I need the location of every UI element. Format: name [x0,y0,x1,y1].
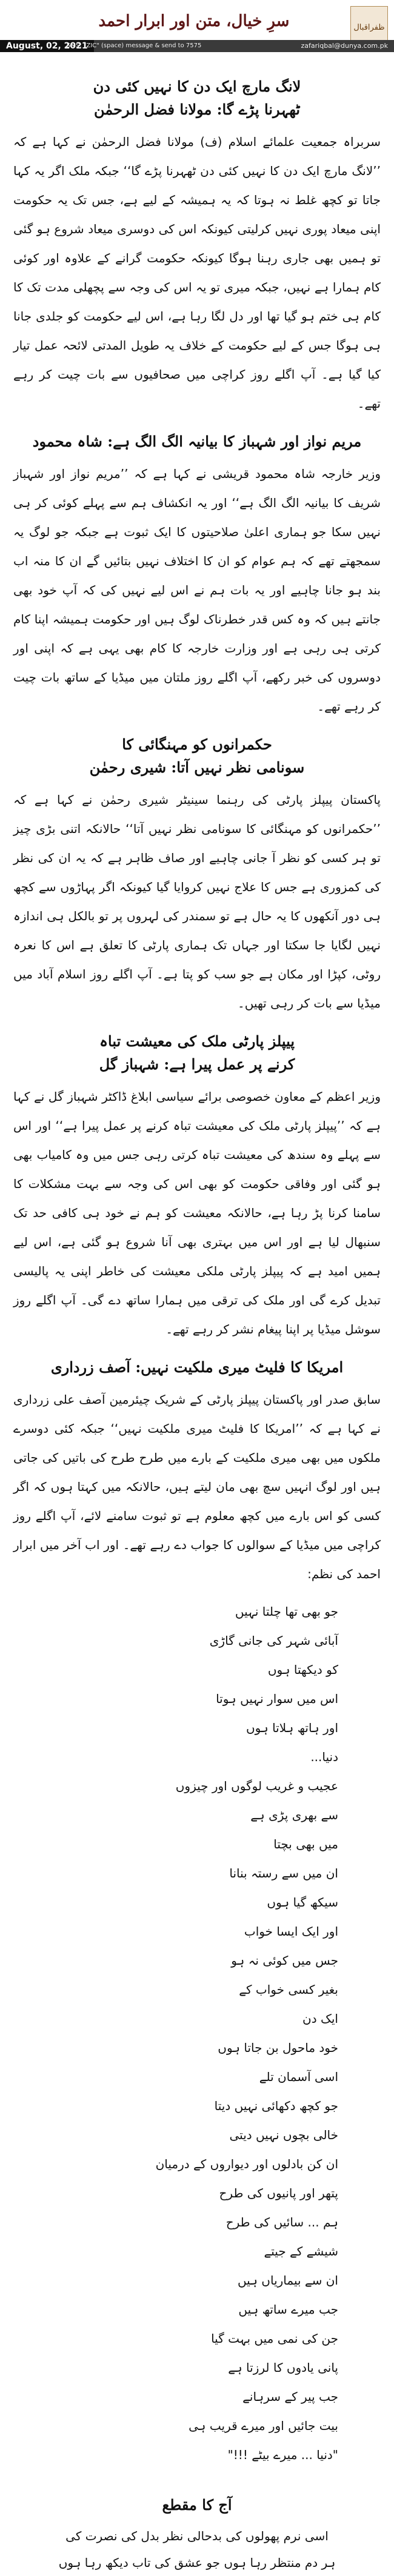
poem-line: "دنیا ... میرے بیٹے !!!" [227,2448,338,2462]
poem-line: بغیر کسی خواب کے [239,1982,338,1997]
section3-heading-line1: حکمرانوں کو مہنگائی کا [122,735,272,753]
closing-line: اسی نرم پھولوں کی بدحالی نظر بدل کی نصرت کی [65,2529,329,2543]
poem-line: دنیا... [310,1750,338,1764]
section1-paragraph: سربراہ جمعیت علمائے اسلام (ف) مولانا فضل الرحمٰن نے کہا ہے کہ ’’لانگ مارچ ایک دن کا نہیں کئی دن ٹھہرنا پڑے گا‘‘ جبکہ ملک اگر یہ کہا جاتا تو کچھ غلط نہ ہوتا کہ یہ ہمیشہ کے لیے ہے، جس تک یہ حکومت اپنی میعاد پوری نہیں کرلیتی کیونکہ اس کی دوسری میعاد شروع ہو گئی تو ہمیں بھی جاری رہنا ہوگا کیونکہ حکومت گرانے کے علاوہ اور کوئی کام ہمارا ہے نہیں، جبکہ میری تو یہ اس کی وجہ سے پچھلی مدت تک کا کام ہی ختم ہو گیا تھا اور دل لگا رہا ہے، اس لیے حکومت کو جلدی جانا ہی ہوگا جس کے لیے حکومت کے خلاف یہ طویل المدتی لائحہ عمل تیار کیا گیا ہے۔ آپ اگلے روز کراچی میں صحافیوں سے بات چیت کر رہے تھے۔ [13,134,381,411]
poem-line: شیشے کے جیتے [264,2244,338,2259]
publish-date: August, 02, 2021 [0,40,94,52]
dateline-bar [0,40,394,52]
poem-line: کو دیکھتا ہوں [267,1662,338,1677]
masthead [0,0,394,58]
section5-heading [13,1356,381,1379]
column-title: سرِ خیال، متن اور ابرار احمد [98,12,290,30]
logo-text: ظفراقبال [353,22,385,32]
section4-paragraph: وزیر اعظم کے معاون خصوصی برائے سیاسی ابلاغ ڈاکٹر شہباز گل نے کہا ہے کہ ’’پیپلز پارٹی ملک کی معیشت تباہ کرنے پر عمل پیرا ہے‘‘ اور اس سے پہلے وہ سندھ کی معیشت تباہ کرتی رہی جس میں وہ کامیاب بھی ہو گئی اور وفاقی حکومت کو بھی اس کی وجہ سے بہت مشکلات کا سامنا کرنا پڑ رہا ہے، حالانکہ معیشت کو ہم نے خود ہی کافی حد تک سنبھال لیا ہے اور اس میں بہتری بھی آنا شروع ہو گئی ہے، اس لیے ہمیں امید ہے کہ پیپلز پارٹی ملکی معیشت کی خاطر اپنی یہ پالیسی تبدیل کرے گی اور ملک کی ترقی میں ہمارا ساتھ دے گی۔ آپ اگلے روز سوشل میڈیا پر اپنا پیغام نشر کر رہے تھے۔ [13,1089,381,1336]
section3-paragraph: پاکستان پیپلز پارٹی کی رہنما سینیٹر شیری رحمٰن نے کہا ہے کہ ’’حکمرانوں کو مہنگائی کا سونامی نظر نہیں آتا‘‘ حالانکہ اتنی بڑی چیز تو ہر کسی کو نظر آ جانی چاہیے اور صاف ظاہر ہے کہ یہ ان کی نظر کی کمزوری ہے جس کا علاج نہیں کروایا گیا کیونکہ اگر پہاڑوں سے کچھ ہی دور آنکھوں کا یہ حال ہے تو سمندر کی لہروں پر تو بالکل ہی اندازہ نہیں لگایا جا سکتا اور جہاں تک ہماری پارٹی کا تعلق ہے اس کا نعرہ روٹی، کپڑا اور مکان ہے جو سب کو پتا ہے۔ آپ اگلے روز اسلام آباد میں میڈیا سے بات کر رہی تھیں۔ [13,792,381,1011]
section1-heading [13,75,381,121]
poem-line: میں بھی بچتا [273,1837,338,1851]
section2-paragraph: وزیر خارجہ شاہ محمود قریشی نے کہا ہے کہ ’’مریم نواز اور شہباز شریف کا بیانیہ الگ الگ ہے‘‘ اور یہ انکشاف ہم سے پہلے کوئی کر ہی نہیں سکا جو ہماری اعلیٰ صلاحیتوں کا ایک ثبوت ہے جبکہ جو لوگ یہ سمجھتے تھے کہ ہم عوام کو ان کا اختلاف نہیں بتائیں گے ان کا منہ اب بند ہو جانا چاہیے اور یہ بات ہم نے اس لیے نہیں کی کہ آپ خود بھی جانتے ہیں کہ وہ کس قدر خطرناک لوگ ہیں اور حکومت ہمیشہ اپنا کام کرتی ہی رہی ہے اور وزارت خارجہ کا کام بھی یہی ہے کہ اپنی اور دوسروں کی خبر رکھے، آپ اگلے روز ملتان میں میڈیا کے ساتھ بات چیت کر رہے تھے۔ [13,466,381,714]
poem-line: آبائی شہر کی جانی گاڑی [209,1633,338,1648]
poem-line: ان میں سے رستہ بنانا [229,1866,338,1881]
poem-line: جن کی نمی میں بہت گیا [211,2331,338,2346]
section4-heading [13,1030,381,1076]
poem-line: ہم ... سائیں کی طرح [225,2215,338,2229]
poem-line: سیکھ گیا ہوں [267,1895,338,1910]
poem-line: اور ہاتھ ہلاتا ہوں [245,1721,338,1735]
poem-line: اس میں سوار نہیں ہوتا [216,1691,338,1706]
poem [13,1597,381,2469]
poem-line: جو کچھ دکھائی نہیں دیتا [214,2099,338,2113]
article-body [13,63,381,2576]
section5-paragraph: سابق صدر اور پاکستان پیپلز پارٹی کے شریک چیئرمین آصف علی زرداری نے کہا ہے کہ ’’امریکا کا فلیٹ میری ملکیت نہیں‘‘ جبکہ کئی دوسرے ملکوں میں بھی میری ملکیت کے بارے میں طرح طرح کی باتیں کی جاتی ہیں اور لوگ انہیں سچ بھی مان لیتے ہیں، حالانکہ میں کہتا ہوں کہ اگر کسی کو اس بارے میں کچھ معلوم ہے تو ثبوت سامنے لائے، آپ اگلے روز کراچی میں میڈیا کے سوالوں کا جواب دے رہے تھے۔ اور اب آخر میں ابرار احمد کی نظم: [13,1392,381,1581]
poem-line: جو بھی تھا چلتا نہیں [235,1604,338,1619]
poem-line: بیت جائیں اور میرے قریب ہی [189,2418,338,2433]
poem-line: جب میرے ساتھ ہیں [238,2302,338,2317]
poem-line: جس میں کوئی نہ ہو [231,1953,338,1968]
section4-heading-line2: کرنے پر عمل پیرا ہے: شہباز گل [99,1055,295,1073]
poem-line: ان سے بیماریاں ہیں [237,2273,338,2288]
section3-heading [13,733,381,779]
section1-heading-line2: ٹھہرنا پڑے گا: مولانا فضل الرحمٰن [94,101,300,118]
section3-heading-line2: سونامی نظر نہیں آتا: شیری رحمٰن [89,759,305,776]
poem-line: پتھر اور پانیوں کی طرح [219,2186,338,2200]
poem-line: اسی آسمان تلے [259,2070,338,2084]
poem-line: ان کن بادلوں اور دیواروں کے درمیان [155,2157,338,2171]
section5-heading-line1: امریکا کا فلیٹ میری ملکیت نہیں: آصف زرداری [50,1358,344,1376]
author-email[interactable]: zafariqbal@dunya.com.pk [301,42,388,50]
poem-line: ایک دن [302,2011,338,2026]
sms-info: SMS: "ZIC" (space) message & send to 7575 [67,42,202,49]
poem-line: خالی بچوں نہیں دیتی [229,2128,338,2142]
poem-line: خود ماحول بن جاتا ہوں [218,2040,338,2055]
poem-line: سے بھری پڑی ہے [250,1808,338,1822]
poem-line: عجیب و غریب لوگوں اور چیزوں [175,1779,338,1793]
closing-heading: آج کا مقطع [162,2496,232,2514]
closing-line: ہر دم منتظر رہا ہوں جو عشق کی تاب دیکھ رہا ہوں [58,2555,336,2570]
poem-line: جب پیر کے سرہانے [242,2389,338,2404]
section4-heading-line1: پیپلز پارٹی ملک کی معیشت تباہ [99,1032,295,1050]
poem-line: پانی یادوں کا لرزتا ہے [228,2360,338,2375]
section2-heading-line1: مریم نواز اور شہباز کا بیانیہ الگ الگ ہے: شاہ محمود [32,433,362,450]
section1-heading-line1: لانگ مارچ ایک دن کا نہیں کئی دن [93,78,301,95]
section2-heading [13,430,381,453]
poem-line: اور ایک ایسا خواب [244,1924,338,1939]
